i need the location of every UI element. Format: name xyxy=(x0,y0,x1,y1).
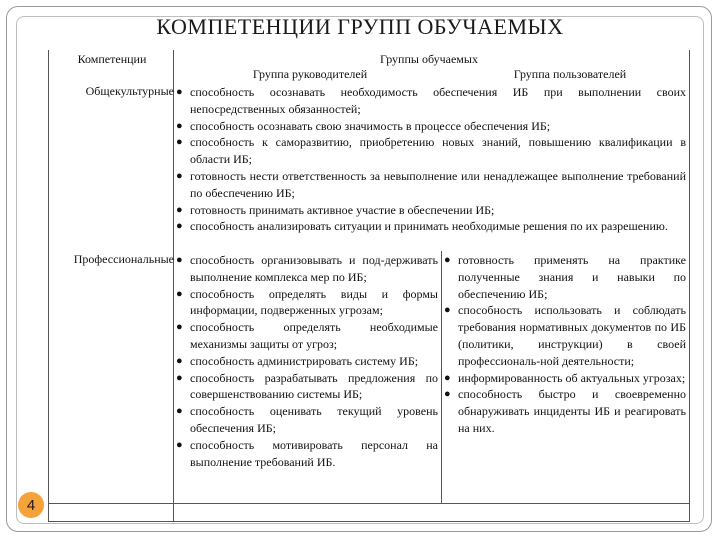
bullet-icon: ● xyxy=(444,371,451,384)
header-users: Группа пользователей xyxy=(513,67,627,81)
list-item: ● готовность принимать активное участие в обеспечении ИБ; xyxy=(176,202,495,217)
slide-number-badge: 4 xyxy=(18,492,44,518)
users-competency-list xyxy=(442,252,686,437)
bullet-icon: ● xyxy=(176,119,183,132)
list-item: ● способность разрабатывать предложения по совершенствованию системы ИБ; xyxy=(176,370,438,402)
bullet-icon: ● xyxy=(176,321,183,334)
general-competency-list xyxy=(174,84,686,235)
slide-title: КОМПЕТЕНЦИИ ГРУПП ОБУЧАЕМЫХ xyxy=(156,14,564,39)
bullet-icon: ● xyxy=(176,438,183,451)
bullet-icon: ● xyxy=(176,169,183,182)
list-item: ● способность оценивать текущий уровень обеспечения ИБ; xyxy=(176,404,438,435)
bullet-icon: ● xyxy=(444,304,451,317)
bullet-icon: ● xyxy=(176,203,183,216)
bullet-icon: ● xyxy=(176,287,183,300)
bullet-icon: ● xyxy=(176,220,183,233)
list-item: ● способность администрировать систему ИБ; xyxy=(176,353,419,368)
header-leaders: Группа руководителей xyxy=(252,67,368,81)
row-label-professional: Профессиональные xyxy=(73,252,174,266)
list-item: ● способность анализировать ситуации и принимать необходимые решения по их разрешению. xyxy=(176,219,668,234)
bullet-icon: ● xyxy=(444,254,451,266)
list-item: ● способность использовать и соблюдать требования нормативных документов по ИБ (политики, инструкции) в своей профессиональ-ной деятельности; xyxy=(444,303,686,368)
row-label-general: Общекультурные xyxy=(85,84,174,98)
bullet-icon: ● xyxy=(176,354,183,367)
header-groups: Группы обучаемых xyxy=(380,52,478,66)
header-competencies: Компетенции xyxy=(77,52,147,66)
bullet-icon: ● xyxy=(176,371,183,384)
list-item: ● способность быстро и своевременно обнаруживать инциденты ИБ и реагировать на них. xyxy=(444,387,686,435)
table-line-left xyxy=(48,50,49,522)
list-item: ● способность осознавать необходимость обеспечения ИБ при выполнении своих непосредственных обязанностей; xyxy=(176,85,686,116)
bullet-icon: ● xyxy=(176,405,183,418)
list-item: ● готовность применять на практике полученные знания и навыки по обеспечению ИБ; xyxy=(444,253,686,301)
leaders-competency-list xyxy=(174,252,438,470)
list-item: ● способность мотивировать персонал на выполнение требований ИБ. xyxy=(176,437,438,469)
bullet-icon: ● xyxy=(176,86,183,98)
list-item: ● информированность об актуальных угрозах; xyxy=(444,370,686,385)
bullet-icon: ● xyxy=(444,388,451,401)
table-line-bottom xyxy=(48,503,690,504)
table-line-right xyxy=(689,50,690,522)
table-line-bottom2 xyxy=(48,521,690,522)
list-item: ● способность определять виды и формы информации, подверженных угрозам; xyxy=(176,286,438,318)
bullet-icon: ● xyxy=(176,254,183,266)
list-item: ● способность осознавать свою значимость в процессе обеспечения ИБ; xyxy=(176,118,551,133)
list-item: ● способность организовывать и под-держивать выполнение комплекса мер по ИБ; xyxy=(176,253,438,284)
list-item: ● готовность нести ответственность за невыполнение или ненадлежащее выполнение требований по обеспечению ИБ; xyxy=(176,168,686,200)
list-item: ● способность определять необходимые механизмы защиты от угроз; xyxy=(176,320,438,351)
list-item: ● способность к саморазвитию, приобретению новых знаний, повышению квалификации в области ИБ; xyxy=(176,135,686,167)
bullet-icon: ● xyxy=(176,136,183,149)
